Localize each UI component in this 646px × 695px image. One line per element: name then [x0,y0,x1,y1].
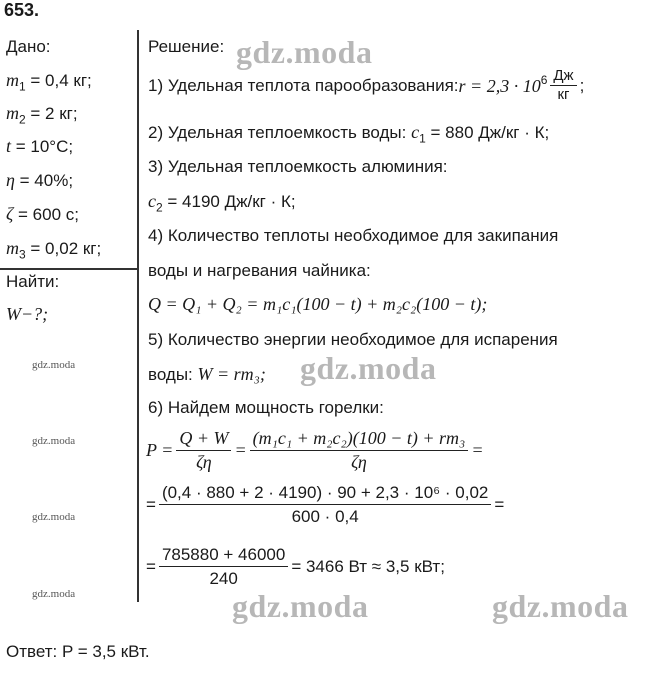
answer: Ответ: P = 3,5 кВт. [6,642,150,661]
watermark: gdz.moda [32,588,76,600]
fraction: $\frac{\text{(0,4 · 880 + 2 · 4190) · 90 + 2,3 · 10⁶ · 0,02}}{600 \cdot 0,4}$ [159,482,491,527]
solution-step-4-line-1: 4) Количество теплоты необходимое для закипания [148,226,559,245]
divider-vertical [137,30,139,602]
find-title: Найти: [6,272,60,291]
given-item: $m_2 = 2$ кг; [6,103,78,127]
watermark: gdz.moda [236,34,373,70]
equation-line-2: = $\frac{\text{(0,4 · 880 + 2 · 4190) · 90 + 2,3 · 10⁶ · 0,02}}{600 \cdot 0,4}$ = [146,483,505,526]
given-item: η = 40%; [6,170,74,190]
fraction: $\frac{Q + W}{\zeta\eta}$ [176,428,231,473]
solution-title: Решение: [148,37,225,56]
solution-step-4-line-2: воды и нагревания чайника: [148,261,371,280]
divider-horizontal [0,268,137,270]
watermark: gdz.moda [32,359,76,371]
given-item: ζ = 600 с; [6,204,79,224]
given-title: Дано: [6,37,51,56]
solution-step-5-line-1: 5) Количество энергии необходимое для испарения [148,330,558,349]
solution-step-2: 2) Удельная теплоемкость воды: $c_1 = 880$ Дж/кг · К; [148,122,550,146]
watermark: gdz.moda [32,511,76,523]
watermark: gdz.moda [300,350,437,386]
solution-step-1: 1) Удельная теплота парообразования: r = 2,3 · 10 $^6$ $\frac{Дж}{кг}$ ; [148,67,585,103]
find-value: W−?; [6,304,49,324]
solution-step-3: 3) Удельная теплоемкость алюминия: [148,157,448,176]
fraction: $\frac{785880 + 46000}{240}$ [159,544,288,589]
given-item: $m_3 = 0,02$ кг; [6,238,102,262]
given-item: $m_1 = 0,4$ кг; [6,70,92,94]
equation-line-3: = $\frac{785880 + 46000}{240}$ = 3466 Вт ≈ 3,5 кВт; [146,545,445,588]
equation-line-1: P = $\frac{Q + W}{\zeta\eta}$ = $\frac{\text{(m₁c₁ + m₂c₂)(100 − t) + rm₃}}{\zeta\eta}$ = [146,428,484,472]
given-item: t = 10°C; [6,136,74,156]
fraction: $\frac{\text{(m₁c₁ + m₂c₂)(100 − t) + rm₃}}{\zeta\eta}$ [250,428,469,473]
watermark: gdz.moda [232,588,369,624]
solution-step-4-formula: Q = Q₁ + Q₂ = m₁c₁(100 − t) + m₂c₂(100 − t); [148,294,488,314]
solution-step-5-line-2: воды: W = rm₃; [148,364,266,384]
solution-step-6: 6) Найдем мощность горелки: [148,398,384,417]
watermark: gdz.moda [32,435,76,447]
solution-step-3-formula: $c_2 = 4190$ Дж/кг · К; [148,191,296,215]
unit-fraction: $\frac{Дж}{кг}$ [550,68,576,103]
watermark: gdz.moda [492,588,629,624]
problem-number: 653. [4,0,40,20]
